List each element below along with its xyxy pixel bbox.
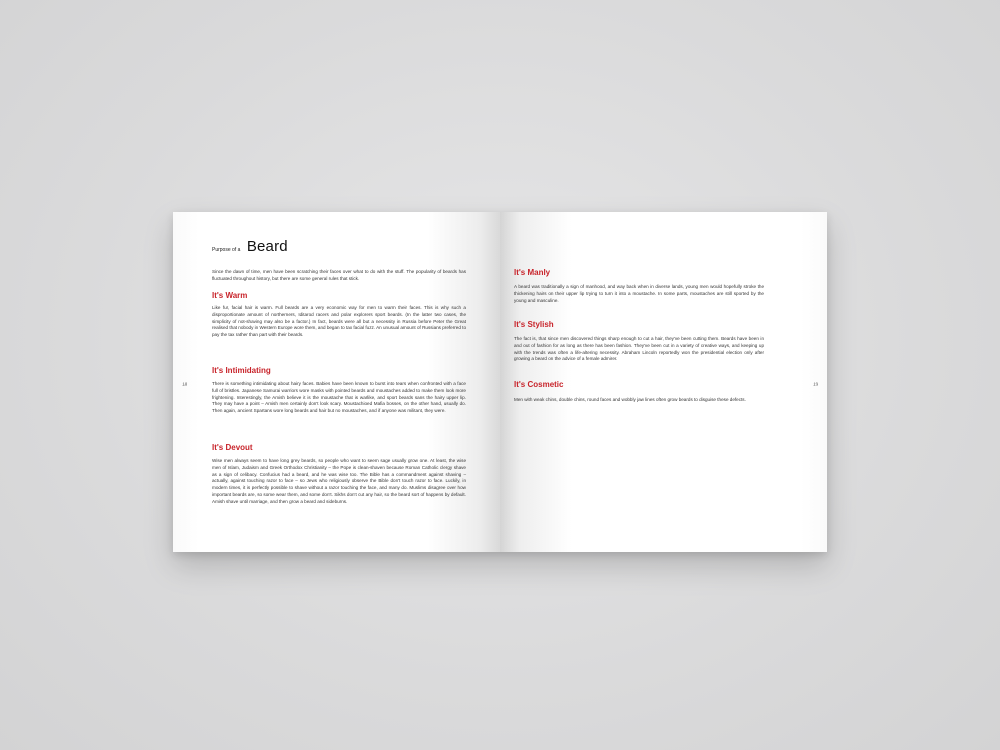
- section-paragraph: Wise men always seem to have long grey beards, so people who want to seem sage usually grow one. At least, the wise men of Islam, Judaism and Greek Orthodox Christianity – the Pope is clean-shaven because Roman Catholic clergy shave as a sign of celibacy. Confucius had a beard, and he was wise too. The Bible has a commandment against shaving – actually, against touching razor to face – so Jews who religiously observe the Bible don't touch razor to face. Luckily, in modern times, it is perfectly possible to shave without a razor touching the face, and many do. Muslims disagree over how important beards are, so some wear them, and some don't. Sikhs don't cut any hair, so the beard sort of happens by default. Amish shave until marriage, and then grow a beard and sideburns.: [212, 458, 466, 504]
- section-heading: It's Cosmetic: [514, 380, 564, 389]
- page-title: [212, 238, 288, 256]
- section-paragraph: A beard was traditionally a sign of manhood, and way back when in diverse lands, young men would hopefully stroke the thickening hairs on their upper lip trying to turn it into a moustache. In some parts, moustaches are still sported by the young and masculine.: [514, 284, 764, 303]
- open-booklet: [173, 212, 827, 552]
- section-devout: [212, 443, 466, 506]
- section-cosmetic: [514, 380, 764, 404]
- page-number-left: 18: [182, 383, 187, 388]
- section-paragraph: There is something intimidating about hairy faces. Babies have been known to burst into tears when confronted with a face full of bristles. Japanese Samurai warriors wore masks with pointed beards and moustaches added to make them look more frightening. Interestingly, the Amish believe it is the moustache that is warlike, and sport beards sans the hairy upper lip. They may have a point – Amish men certainly don't look scary. Moustachioed Mafia bosses, on the other hand, usually do. Then again, ancient Spartans wore long beards and hair but no moustaches, and if anyone was militant, they were.: [212, 381, 466, 414]
- page-number-right: 19: [813, 383, 818, 388]
- title-main: Beard: [246, 238, 288, 255]
- section-manly: [514, 268, 764, 304]
- section-heading: It's Intimidating: [212, 366, 271, 375]
- section-paragraph: Like fur, facial hair is warm. Full beards are a very economic way for men to warm their faces. This is why such a disproportionate amount of northerners, Iditarod racers and polar explorers sport beards. (In the latter two cases, the simplicity of not-shaving may also be a factor.) In fact, beards were all but a necessity in Russia before Peter the Great realised that nobody in Western Europe wore them, and began to tax facial fuzz. An unusual amount of Russians preferred to pay the tax rather than part with their beards.: [212, 305, 466, 338]
- section-warm: [212, 291, 466, 339]
- title-prefix: Purpose of a: [212, 247, 241, 253]
- section-heading: It's Manly: [514, 268, 551, 277]
- section-intimidating: [212, 366, 466, 415]
- intro-paragraph: Since the dawn of time, men have been scratching their faces over what to do with the stuff. The popularity of beards has fluctuated throughout history, but there are some general rules that stick.: [212, 269, 466, 281]
- right-page: [500, 212, 827, 552]
- section-heading: It's Stylish: [514, 320, 554, 329]
- section-stylish: [514, 320, 764, 363]
- intro-block: [212, 269, 466, 283]
- section-heading: It's Warm: [212, 291, 248, 300]
- section-paragraph: The fact is, that since men discovered things sharp enough to cut a hair, they've been cutting them. Beards have been in and out of fashion for as long as there has been fashion. They've been cut in a variety of creative ways, and keeping up with the trends was often a life-altering necessity. Abraham Lincoln reportedly won the presidential election only after growing a beard on the advice of a female admirer.: [514, 336, 764, 362]
- left-page: [173, 212, 500, 552]
- section-heading: It's Devout: [212, 443, 253, 452]
- section-paragraph: Men with weak chins, double chins, round faces and wobbly jaw lines often grow beards to disguise these defects.: [514, 397, 746, 402]
